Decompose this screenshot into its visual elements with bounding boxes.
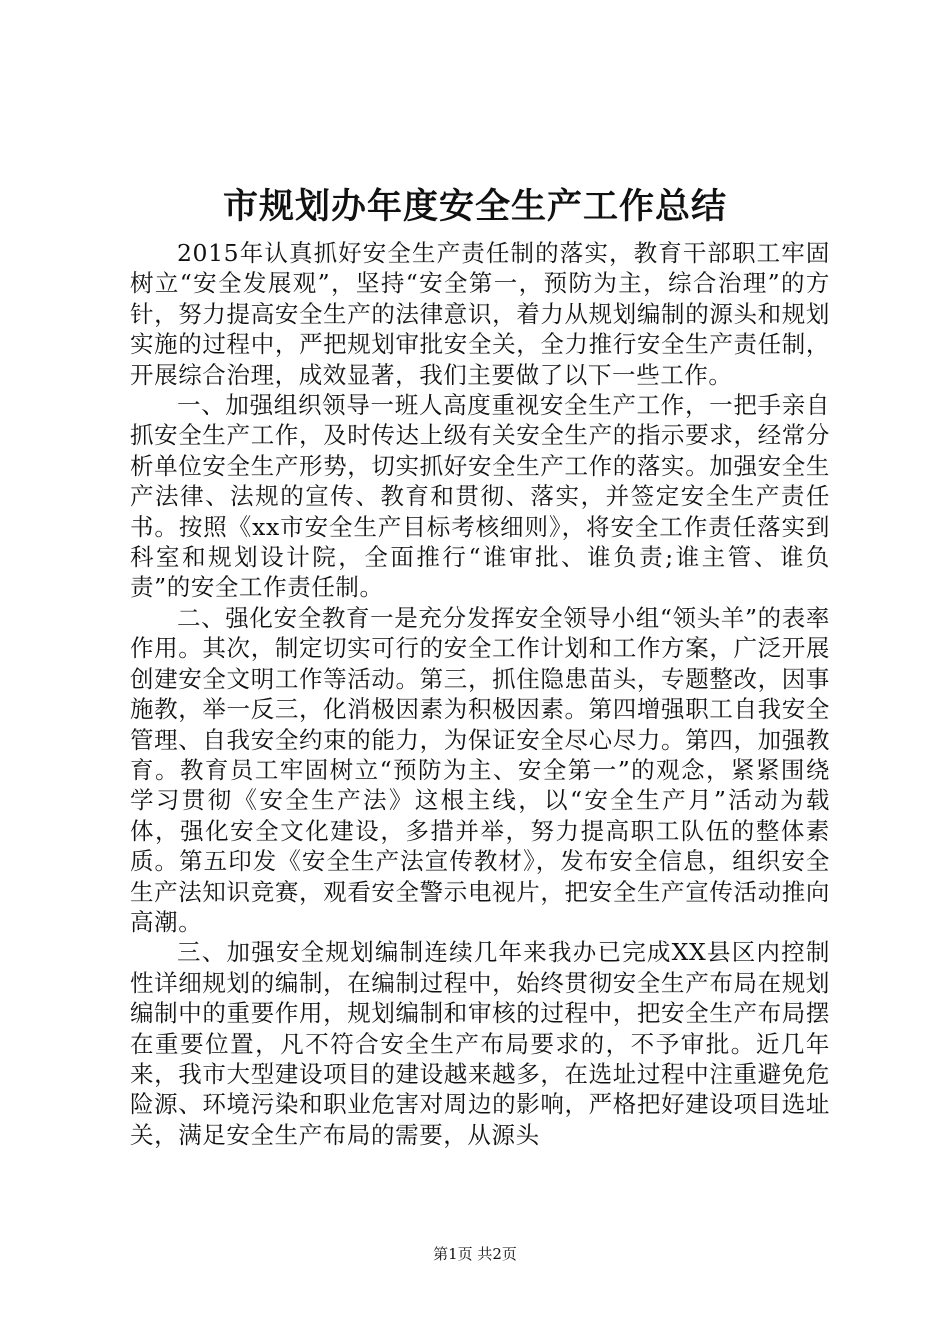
paragraph-intro: 2015年认真抓好安全生产责任制的落实，教育干部职工牢固树立“安全发展观”，坚持“安全第一，预防为主，综合治理”的方针，努力提高安全生产的法律意识，着力从规划编制的源头和规划实施的过程中，严把规划审批安全关，全力推行安全生产责任制，开展综合治理，成效显著，我们主要做了以下一些工作。 (130, 239, 830, 389)
paragraph-section-1: 一、加强组织领导一班人高度重视安全生产工作，一把手亲自抓安全生产工作，及时传达上级有关安全生产的指示要求，经常分析单位安全生产形势，切实抓好安全生产工作的落实。加强安全生产法律、法规的宣传、教育和贯彻、落实，并签定安全生产责任书。按照《xx市安全生产目标考核细则》，将安全工作责任落实到科室和规划设计院，全面推行“谁审批、谁负责;谁主管、谁负责”的安全工作责任制。 (130, 391, 830, 602)
paragraph-section-2: 二、强化安全教育一是充分发挥安全领导小组“领头羊”的表率作用。其次，制定切实可行的安全工作计划和工作方案，广泛开展创建安全文明工作等活动。第三，抓住隐患苗头，专题整改，因事施教，举一反三，化消极因素为积极因素。第四增强职工自我安全管理、自我安全约束的能力，为保证安全尽心尽力。第四，加强教育。教育员工牢固树立“预防为主、安全第一”的观念，紧紧围绕学习贯彻《安全生产法》这根主线，以“安全生产月”活动为载体，强化安全文化建设，多措并举，努力提高职工队伍的整体素质。第五印发《安全生产法宣传教材》，发布安全信息，组织安全生产法知识竞赛，观看安全警示电视片，把安全生产宣传活动推向高潮。 (130, 603, 830, 936)
page-number-footer: 第1页 共2页 (433, 1245, 517, 1263)
document-title: 市规划办年度安全生产工作总结 (222, 186, 727, 227)
paragraph-section-3: 三、加强安全规划编制连续几年来我办已完成XX县区内控制性详细规划的编制，在编制过程中，始终贯彻安全生产布局在规划编制中的重要作用，规划编制和审核的过程中，把安全生产布局摆在重要位置，凡不符合安全生产布局要求的，不予审批。近几年来，我市大型建设项目的建设越来越多，在选址过程中注重避免危险源、环境污染和职业危害对周边的影响，严格把好建设项目选址关，满足安全生产布局的需要，从源头 (130, 938, 830, 1149)
document-body (130, 238, 830, 1150)
